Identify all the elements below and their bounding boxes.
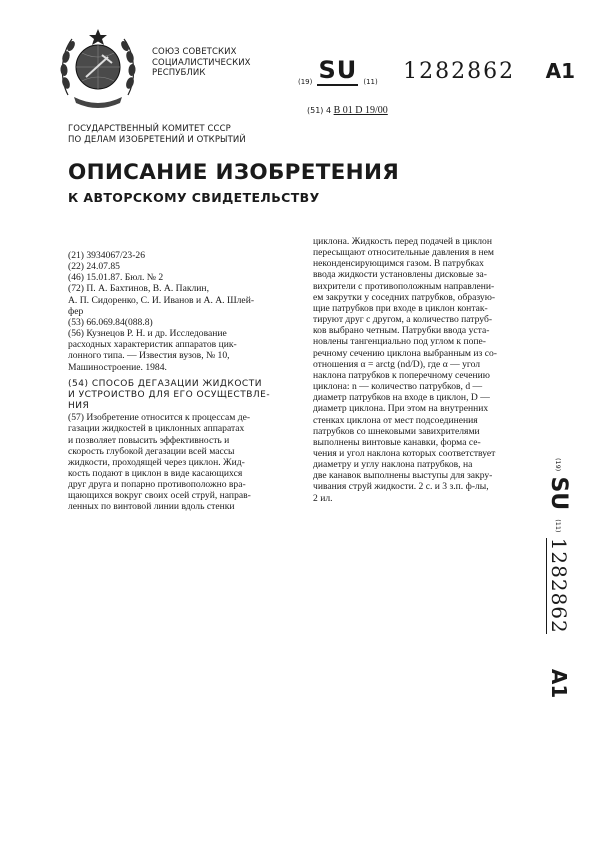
abstract-line: наклона патрубков к поперечному сечению: [313, 369, 490, 381]
biblio-line: (53) 66.069.84(088.8): [68, 316, 153, 328]
abstract-line: вихрители с противоположным направлени-: [313, 280, 495, 292]
abstract-line: циклона: n — количество патрубков, d —: [313, 381, 483, 393]
biblio-line: А. П. Сидоренко, С. И. Иванов и А. А. Шлей-: [68, 294, 255, 306]
biblio-line: (46) 15.01.87. Бюл. № 2: [68, 272, 164, 284]
patent-number: 1282862: [547, 537, 571, 634]
abstract-line: жидкости, проходящей через циклон. Жид-: [68, 456, 245, 468]
biblio-line: фер: [68, 305, 84, 317]
committee-line: ГОСУДАРСТВЕННЫЙ КОМИТЕТ СССР: [68, 124, 231, 134]
abstract-line: стенках циклона от мест подсоединения: [313, 414, 478, 426]
inid-11: (11): [363, 78, 378, 86]
abstract-line: друг друга и попарно противоположно вра-: [68, 479, 246, 491]
abstract-line: диаметру и углу наклона патрубков, на: [313, 459, 473, 471]
biblio-line: расходных характеристик аппаратов цик-: [68, 339, 237, 351]
biblio-line: (72) П. А. Бахтинов, В. А. Паклин,: [68, 283, 209, 295]
inid-19: (19): [298, 78, 313, 86]
abstract-line: отношения α = arctg (nd/D), где α — угол: [313, 358, 481, 370]
ussr-state-emblem-icon: [58, 25, 138, 111]
patent-number: 1282862: [403, 59, 516, 84]
abstract-line: и позволяет повысить эффективность и: [68, 434, 230, 446]
country-line: РЕСПУБЛИК: [152, 68, 206, 78]
abstract-line: щающихся вокруг своих осей струй, направ-: [68, 490, 251, 502]
abstract-line: циклона. Жидкость перед подачей в циклон: [313, 236, 492, 247]
abstract-line: щие патрубков при входе в циклон контак-: [313, 302, 488, 314]
abstract-line: диаметр патрубков на входе в циклон, D —: [313, 392, 490, 404]
country-line: СОЦИАЛИСТИЧЕСКИХ: [152, 57, 251, 68]
invention-title-line: НИЯ: [68, 401, 90, 412]
inid-11: (11): [554, 519, 562, 533]
invention-title-line: (54) СПОСОБ ДЕГАЗАЦИИ ЖИДКОСТИ: [68, 378, 262, 389]
biblio-line: Машиностроение. 1984.: [68, 361, 167, 373]
abstract-line: ленных по винтовой линии вдоль стенки: [68, 501, 235, 513]
abstract-line: выполнены винтовые канавки, форма се-: [313, 436, 481, 448]
kind-code: A1: [547, 668, 571, 699]
kind-code: A1: [545, 59, 576, 83]
abstract-line: речному сечению циклона выбранным из со-: [313, 347, 497, 359]
publication-number: [298, 56, 576, 86]
document-title: ОПИСАНИЕ ИЗОБРЕТЕНИЯ: [68, 160, 400, 185]
abstract-line: пересыщают относительные давления в нем: [313, 247, 495, 259]
country-name: [152, 47, 251, 79]
abstract-line: чения и угол наклона которых соответствует: [313, 447, 496, 459]
inid-19: (19): [554, 458, 562, 472]
abstract-line: две канавок выполнены выступы для закру-: [313, 470, 493, 482]
vertical-publication-number: [541, 458, 571, 699]
country-code: SU: [318, 56, 358, 84]
biblio-line: лонного типа. — Известия вузов, № 10,: [68, 350, 230, 362]
abstract-line: ков выбрано четным. Патрубки ввода уста-: [313, 325, 490, 337]
abstract-line: ввода жидкости установлены дисковые за-: [313, 269, 487, 281]
committee-name: [68, 124, 246, 145]
ipc-classification: [307, 105, 388, 116]
committee-line: ПО ДЕЛАМ ИЗОБРЕТЕНИЙ И ОТКРЫТИЙ: [68, 134, 246, 145]
abstract-line: неконденсирующимся газом. В патрубках: [313, 258, 484, 270]
biblio-line: (22) 24.07.85: [68, 261, 120, 273]
biblio-line: (21) 3934067/23-26: [68, 250, 146, 261]
abstract-line: новлены тангенциально под углом к попе-: [313, 336, 486, 348]
country-line: СОЮЗ СОВЕТСКИХ: [152, 47, 237, 57]
abstract-line: ем закрутки у соседних патрубков, образую-: [313, 291, 496, 303]
inid-51: (51) 4: [307, 106, 332, 115]
abstract-line: диаметр циклона. При этом на внутренних: [313, 403, 489, 415]
abstract-line: тируют друг с другом, а количество патруб-: [313, 314, 493, 326]
invention-title-line: И УСТРОЙСТВО ДЛЯ ЕГО ОСУЩЕСТВЛЕ-: [68, 389, 271, 400]
abstract-continuation: [313, 236, 545, 504]
abstract-line: (57) Изобретение относится к процессам де-: [68, 412, 251, 424]
ipc-code: В 01 D 19/00: [333, 105, 388, 116]
abstract-line: чивания струй жидкости. 2 с. и 3 з.п. ф-лы,: [313, 481, 489, 493]
abstract-line: патрубков со шнековыми завихрителями: [313, 425, 480, 437]
abstract-line: газации жидкостей в циклонных аппаратах: [68, 423, 245, 435]
abstract-line: 2 ил.: [313, 492, 333, 504]
bibliographic-data: [68, 250, 300, 513]
country-code: SU: [546, 476, 571, 511]
abstract-line: кость подают в циклон в виде касающихся: [68, 467, 243, 479]
document-subtitle: К АВТОРСКОМУ СВИДЕТЕЛЬСТВУ: [68, 190, 320, 205]
abstract-line: скорость глубокой дегазации всей массы: [68, 445, 235, 457]
biblio-line: (56) Кузнецов Р. Н. и др. Исследование: [68, 328, 227, 340]
